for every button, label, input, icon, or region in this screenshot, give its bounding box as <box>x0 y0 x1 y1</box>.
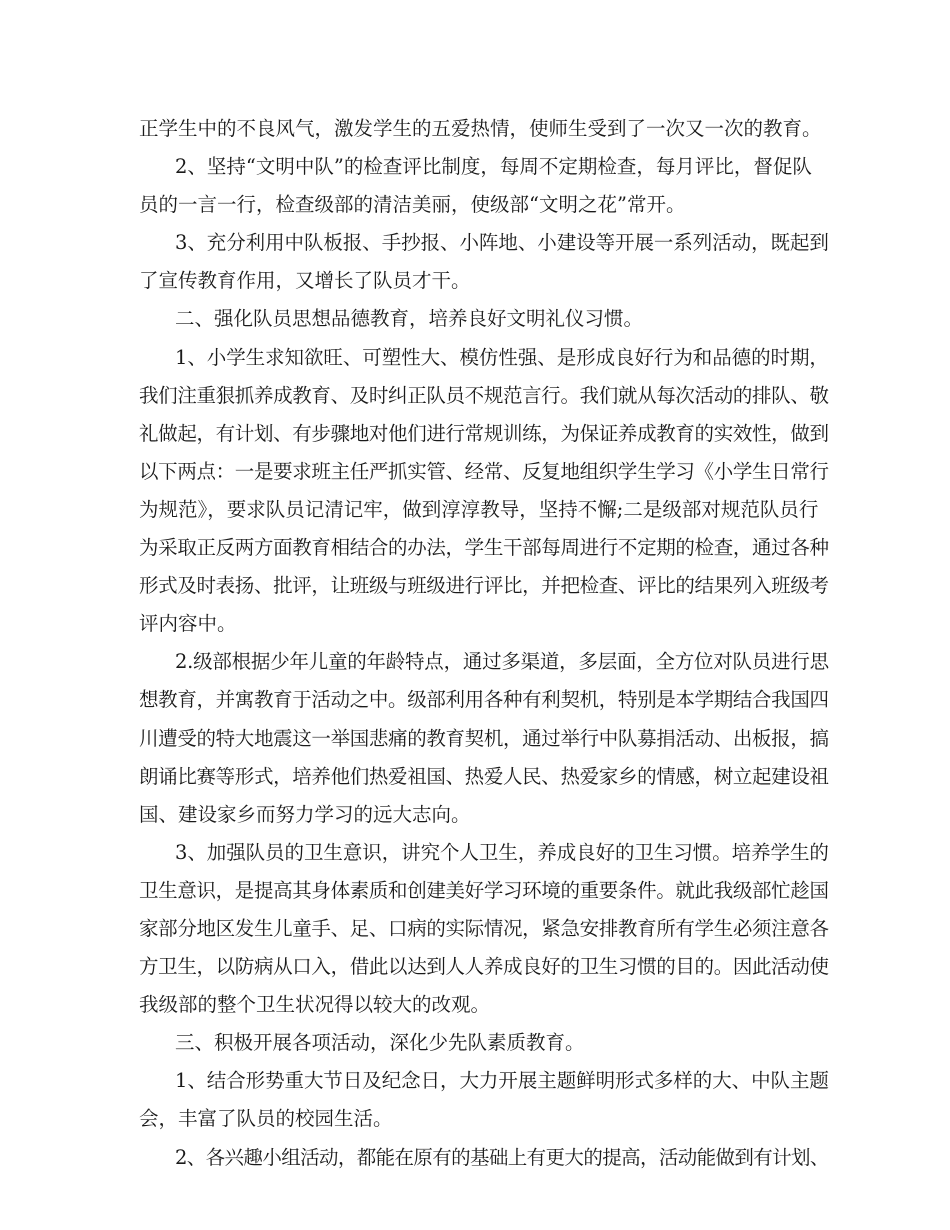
text-line: 礼做起，有计划、有步骤地对他们进行常规训练，为保证养成教育的实效性，做到 <box>139 421 829 445</box>
text-line: 会，丰富了队员的校园生活。 <box>139 1107 393 1131</box>
text-line: 评内容中。 <box>139 612 237 636</box>
text-line: 为采取正反两方面教育相结合的办法，学生干部每周进行不定期的检查，通过各种 <box>139 536 829 560</box>
text-line: 二、强化队员思想品德教育，培养良好文明礼仪习惯。 <box>175 307 644 331</box>
text-line: 家部分地区发生儿童手、足、口病的实际情况，紧急安排教育所有学生必须注意各 <box>139 916 829 940</box>
text-line: 三、积极开展各项活动，深化少先队素质教育。 <box>175 1031 585 1055</box>
text-line: 我级部的整个卫生状况得以较大的改观。 <box>139 993 491 1017</box>
text-line: 正学生中的不良风气，激发学生的五爱热情，使师生受到了一次又一次的教育。 <box>139 117 822 140</box>
text-line: 国、建设家乡而努力学习的远大志向。 <box>139 802 471 826</box>
text-line: 员的一言一行，检查级部的清洁美丽，使级部“文明之花”常开。 <box>139 193 686 217</box>
text-line: 为规范》，要求队员记清记牢，做到淳淳教导，坚持不懈;二是级部对规范队员行 <box>139 497 819 521</box>
text-line: 卫生意识，是提高其身体素质和创建美好学习环境的重要条件。就此我级部忙趁国 <box>139 878 829 902</box>
text-line: 2、各兴趣小组活动，都能在原有的基础上有更大的提高，活动能做到有计划、 <box>175 1145 829 1169</box>
text-line: 3、加强队员的卫生意识，讲究个人卫生，养成良好的卫生习惯。培养学生的 <box>175 840 829 864</box>
text-line: 1、小学生求知欲旺、可塑性大、模仿性强、是形成良好行为和品德的时期， <box>175 345 829 369</box>
text-line: 了宣传教育作用，又增长了队员才干。 <box>139 269 471 293</box>
text-line: 想教育，并寓教育于活动之中。级部利用各种有利契机，特别是本学期结合我国四 <box>139 688 829 712</box>
text-line: 2.级部根据少年儿童的年龄特点，通过多渠道，多层面，全方位对队员进行思 <box>175 650 829 674</box>
text-line: 朗诵比赛等形式，培养他们热爱祖国、热爱人民、热爱家乡的情感，树立起建设祖 <box>139 764 829 788</box>
text-line: 2、坚持“文明中队”的检查评比制度，每周不定期检查，每月评比，督促队 <box>175 155 812 179</box>
text-line: 形式及时表扬、批评，让班级与班级进行评比，并把检查、评比的结果列入班级考 <box>139 574 829 598</box>
text-line: 1、结合形势重大节日及纪念日，大力开展主题鲜明形式多样的大、中队主题 <box>175 1069 829 1093</box>
document-body <box>139 110 829 1177</box>
text-line: 3、充分利用中队板报、手抄报、小阵地、小建设等开展一系列活动，既起到 <box>175 231 829 255</box>
text-line: 川遭受的特大地震这一举国悲痛的教育契机，通过举行中队募捐活动、出板报，搞 <box>139 726 829 750</box>
text-line: 我们注重狠抓养成教育、及时纠正队员不规范言行。我们就从每次活动的排队、敬 <box>139 383 829 407</box>
text-line: 以下两点：一是要求班主任严抓实管、经常、反复地组织学生学习《小学生日常行 <box>139 459 829 483</box>
text-line: 方卫生，以防病从口入，借此以达到人人养成良好的卫生习惯的目的。因此活动使 <box>139 955 829 979</box>
